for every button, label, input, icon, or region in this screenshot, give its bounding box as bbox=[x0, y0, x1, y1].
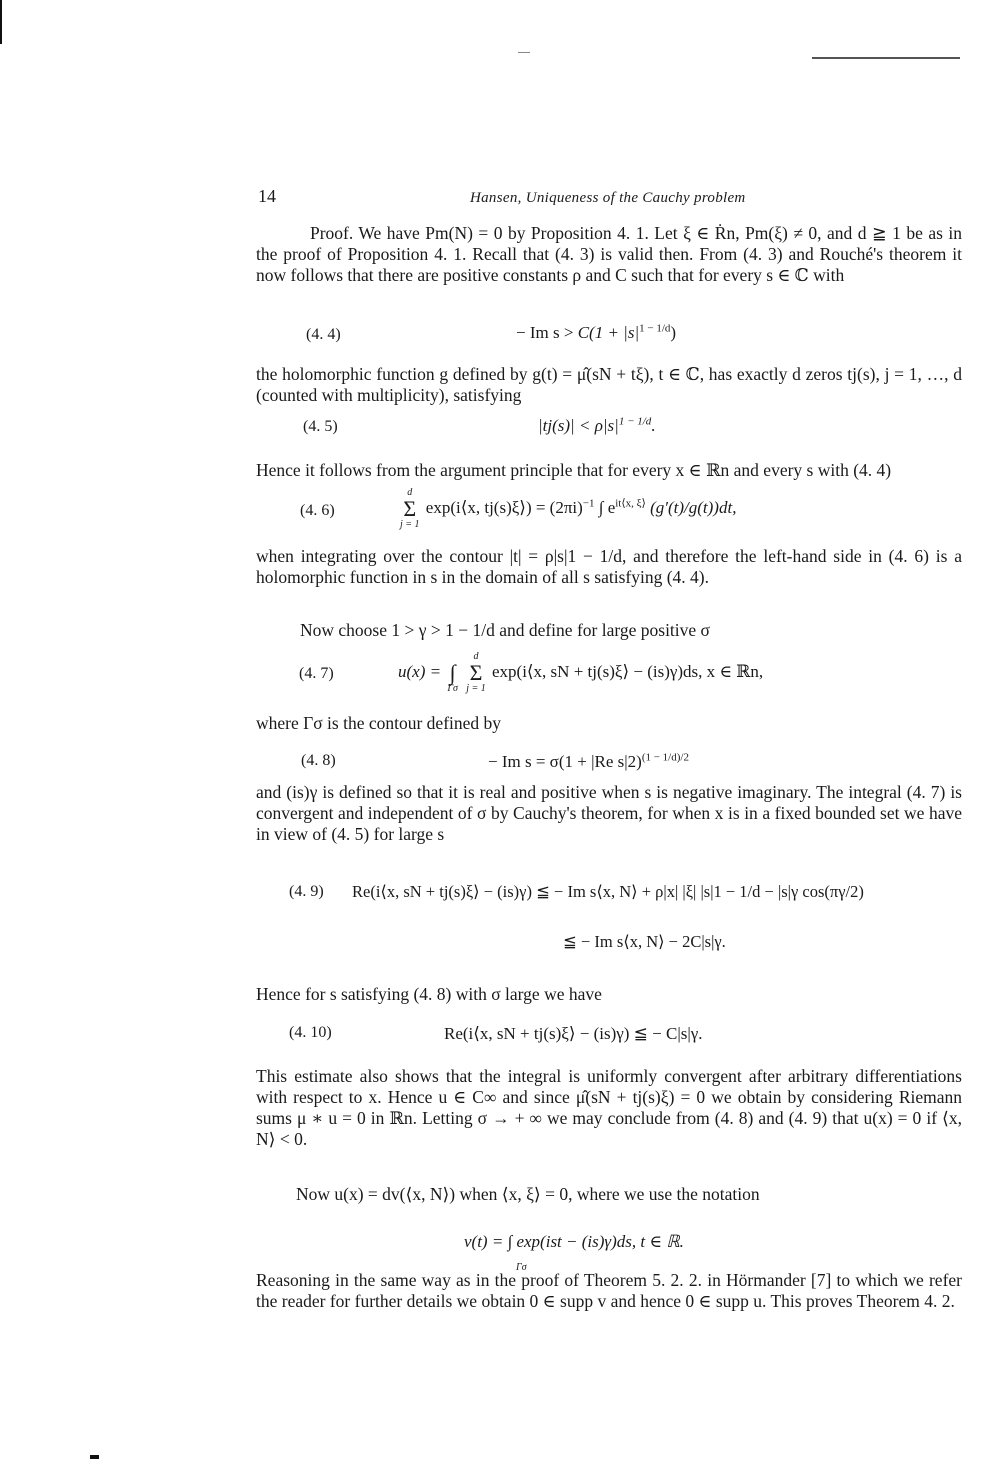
eq44-exponent: 1 − 1/d bbox=[639, 322, 671, 335]
scan-edge-mark bbox=[0, 0, 2, 44]
sigma-icon: Σ bbox=[403, 496, 417, 521]
equation-4-6 bbox=[398, 488, 736, 530]
paragraph-proof-intro: Proof. We have Pm(N) = 0 by Proposition 4. 1. Let ξ ∈ Ṙn, Pm(ξ) ≠ 0, and d ≧ 1 be as in the proof of Proposition 4. 1. Recall that (4. 3) is valid then. From (4. 3) and Rouché's theorem it now follows that there are positive constants ρ and C such that for every s ∈ ℂ with bbox=[256, 223, 962, 285]
paragraph-choose-gamma: Now choose 1 > γ > 1 − 1/d and define for large positive σ bbox=[300, 620, 710, 640]
paragraph-argument-principle: Hence it follows from the argument principle that for every x ∈ ℝn and every s with (4. 4) bbox=[256, 460, 892, 480]
eq45-end: . bbox=[651, 416, 656, 435]
eq47-integral-lower: Γσ bbox=[447, 683, 458, 694]
sigma-icon: Σ bbox=[469, 660, 483, 685]
eq48-exponent: (1 − 1/d)/2 bbox=[641, 751, 689, 764]
eq46-summation bbox=[400, 488, 420, 530]
eq44-lhs: − Im s > bbox=[516, 323, 574, 342]
paragraph-hence-sigma-large: Hence for s satisfying (4. 8) with σ large we have bbox=[256, 984, 602, 1004]
equation-4-4 bbox=[516, 323, 676, 343]
equation-label-4-10: (4. 10) bbox=[289, 1024, 332, 1041]
page-number: 14 bbox=[258, 186, 276, 206]
eq46-tail: (g′(t)/g(t))dt, bbox=[650, 497, 737, 517]
eq47-integral bbox=[447, 652, 458, 694]
eq-v-integral-lower: Γσ bbox=[516, 1262, 527, 1273]
equation-v bbox=[464, 1232, 684, 1252]
scan-dash-mark bbox=[518, 52, 530, 53]
eq47-summation bbox=[466, 652, 486, 694]
scan-bottom-mark bbox=[90, 1455, 99, 1459]
eq45-exponent: 1 − 1/d bbox=[618, 415, 652, 428]
eq48-body: − Im s = σ(1 + |Re s|2) bbox=[488, 752, 642, 771]
eq47-sum-lower: j = 1 bbox=[466, 683, 486, 694]
eq45-body: |tj(s)| < ρ|s| bbox=[538, 416, 619, 435]
eq47-body: exp(i⟨x, sN + tj(s)ξ⟩ − (is)γ)ds, x ∈ ℝn, bbox=[492, 661, 764, 681]
eq-v-body: v(t) = ∫ exp(ist − (is)γ)ds, t ∈ ℝ. bbox=[464, 1232, 684, 1251]
eq44-rhs: C(1 + |s| bbox=[577, 323, 640, 342]
equation-4-9-line-2: ≦ − Im s⟨x, N⟩ − 2C|s|γ. bbox=[563, 932, 726, 951]
eq46-exponent-2: it⟨x, ξ⟩ bbox=[615, 497, 646, 510]
paragraph-now-u: Now u(x) = dv(⟨x, N⟩) when ⟨x, ξ⟩ = 0, where we use the notation bbox=[296, 1184, 760, 1204]
equation-label-4-9: (4. 9) bbox=[289, 883, 324, 900]
paragraph-where-gamma: where Γσ is the contour defined by bbox=[256, 713, 502, 733]
equation-label-4-5: (4. 5) bbox=[303, 418, 338, 435]
equation-4-5 bbox=[538, 416, 656, 436]
eq46-sum-upper: d bbox=[407, 487, 413, 498]
equation-4-9-line-1: Re(i⟨x, sN + tj(s)ξ⟩ − (is)γ) ≦ − Im s⟨x, N⟩ + ρ|x| |ξ| |s|1 − 1/d − |s|γ cos(πγ/2) bbox=[352, 882, 864, 901]
equation-4-10: Re(i⟨x, sN + tj(s)ξ⟩ − (is)γ) ≦ − C|s|γ. bbox=[444, 1024, 703, 1043]
eq46-exponent-1: −1 bbox=[582, 497, 595, 510]
eq47-sum-upper: d bbox=[473, 651, 479, 662]
equation-label-4-4: (4. 4) bbox=[306, 326, 341, 343]
paragraph-uniform-convergence: This estimate also shows that the integral is uniformly convergent after arbitrary differentiations with respect to x. Hence u ∈ C∞ and since μ̂(sN + tj(s)ξ) = 0 we obtain by considering Riemann sums μ ∗ u = 0 in ℝn. Letting σ → + ∞ we may conclude from (4. 8) and (4. 9) that u(x) = 0 if ⟨x, N⟩ < 0. bbox=[256, 1066, 962, 1149]
paragraph-contour: when integrating over the contour |t| = ρ|s|1 − 1/d, and therefore the left-hand side in (4. 6) is a holomorphic function in s in the domain of all s satisfying (4. 4). bbox=[256, 546, 962, 587]
scan-top-rule bbox=[812, 57, 960, 59]
equation-4-7 bbox=[398, 652, 763, 694]
equation-label-4-8: (4. 8) bbox=[301, 752, 336, 769]
paragraph-conclusion: Reasoning in the same way as in the proof of Theorem 5. 2. 2. in Hörmander [7] to which we refer the reader for further details we obtain 0 ∈ supp v and hence 0 ∈ supp u. This proves Theorem 4. 2. bbox=[256, 1270, 962, 1311]
equation-label-4-7: (4. 7) bbox=[299, 665, 334, 682]
eq46-integral: ∫ e bbox=[598, 497, 616, 517]
paragraph-holomorphic-function: the holomorphic function g defined by g(t) = μ̂(sN + tξ), t ∈ ℂ, has exactly d zeros tj(s), j = 1, …, d (counted with multiplicity), satisfying bbox=[256, 364, 962, 405]
equation-label-4-6: (4. 6) bbox=[300, 502, 335, 519]
integral-icon: ∫ bbox=[449, 660, 456, 685]
eq46-sum-lower: j = 1 bbox=[400, 519, 420, 530]
paragraph-is-gamma: and (is)γ is defined so that it is real and positive when s is negative imaginary. The integral (4. 7) is convergent and independent of σ by Cauchy's theorem, for when x is in a fixed bounded set we have in view of (4. 5) for large s bbox=[256, 782, 962, 844]
eq44-close: ) bbox=[670, 323, 677, 342]
eq46-body: exp(i⟨x, tj(s)ξ⟩) = (2πi) bbox=[425, 497, 583, 517]
running-title: Hansen, Uniqueness of the Cauchy problem bbox=[470, 190, 746, 206]
equation-4-8 bbox=[488, 752, 689, 772]
eq47-lhs: u(x) = bbox=[398, 661, 442, 681]
